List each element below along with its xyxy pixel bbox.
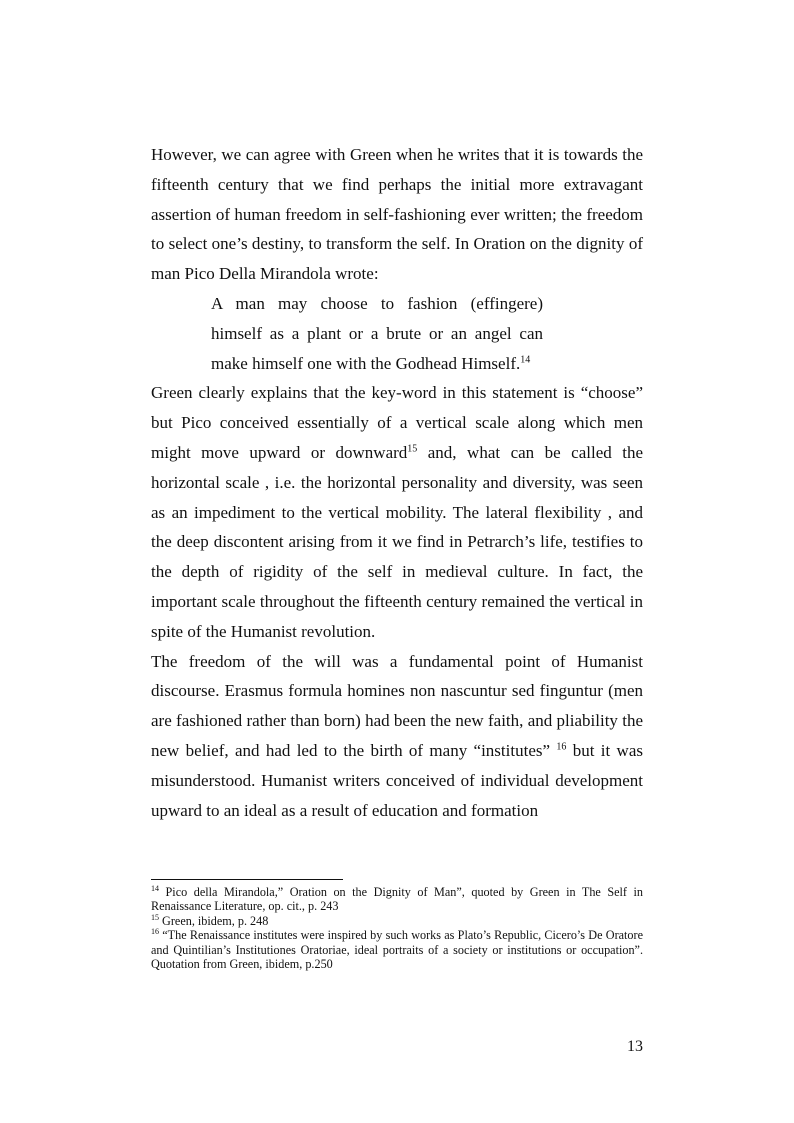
paragraph-3-part-2: but it was misunderstood. Humanist writers conceived of individual development upward to an ideal as a result of education and formation bbox=[151, 740, 643, 820]
footnote-15 bbox=[151, 914, 643, 928]
footnote-text: “The Renaissance institutes were inspired by such works as Plato’s Republic, Cicero’s De Oratore and Quintilian’s Institutiones Oratoriae, ideal portraits of a society or institutions or occupation”. Quotation from Green, ibidem, p.250 bbox=[151, 928, 643, 972]
footnote-text: Pico della Mirandola,” Oration on the Dignity of Man”, quoted by Green in The Self in Renaissance Literature, op. cit., p. 243 bbox=[151, 885, 643, 914]
quote-line-3 bbox=[211, 349, 543, 379]
paragraph-3-part-1: The freedom of the will was a fundamental point of Humanist discourse. Erasmus formula homines non nascuntur sed finguntur (men are fashioned rather than born) had been the new faith, and pliability the new belief, and had led to the birth of many “institutes” bbox=[151, 651, 643, 760]
footnote-ref-16[interactable]: 16 bbox=[556, 741, 567, 753]
block-quote bbox=[211, 289, 543, 378]
footnote-16 bbox=[151, 928, 643, 971]
footnote-number: 15 bbox=[151, 912, 159, 922]
page-number: 13 bbox=[627, 1038, 643, 1055]
footnote-ref-15[interactable]: 15 bbox=[407, 443, 418, 455]
footnote-text: Green, ibidem, p. 248 bbox=[159, 913, 269, 928]
paragraph-2-part-1: Green clearly explains that the key-word in this statement is “choose” but Pico conceived essentially of a vertical scale along which men might move upward or downward bbox=[151, 383, 643, 462]
footnote-number: 16 bbox=[151, 927, 159, 937]
main-text bbox=[151, 140, 643, 825]
paragraph-2 bbox=[151, 378, 643, 646]
quote-line-2: himself as a plant or a brute or an angel can bbox=[211, 323, 543, 343]
footnote-number: 14 bbox=[151, 883, 159, 893]
footnote-ref-14[interactable]: 14 bbox=[520, 353, 531, 365]
quote-line-1: A man may choose to fashion (effingere) bbox=[211, 293, 543, 313]
paragraph-2-part-2: and, what can be called the horizontal scale , i.e. the horizontal personality and diversity, was seen as an impediment to the vertical mobility. The lateral flexibility , and the deep discontent arising from it we find in Petrarch’s life, testifies to the depth of rigidity of the self in medieval culture. In fact, the important scale throughout the fifteenth century remained the vertical in spite of the Humanist revolution. bbox=[151, 442, 644, 641]
paragraph-3 bbox=[151, 647, 643, 826]
footnote-14 bbox=[151, 885, 643, 914]
quote-line-3-text: make himself one with the Godhead Himself. bbox=[211, 353, 521, 373]
footnote-divider bbox=[151, 879, 343, 880]
footnotes bbox=[151, 885, 643, 971]
paragraph-1: However, we can agree with Green when he writes that it is towards the fifteenth century that we find perhaps the initial more extravagant assertion of human freedom in self-fashioning ever written; the freedom to select one’s destiny, to transform the self. In Oration on the dignity of man Pico Della Mirandola wrote: bbox=[151, 145, 643, 284]
